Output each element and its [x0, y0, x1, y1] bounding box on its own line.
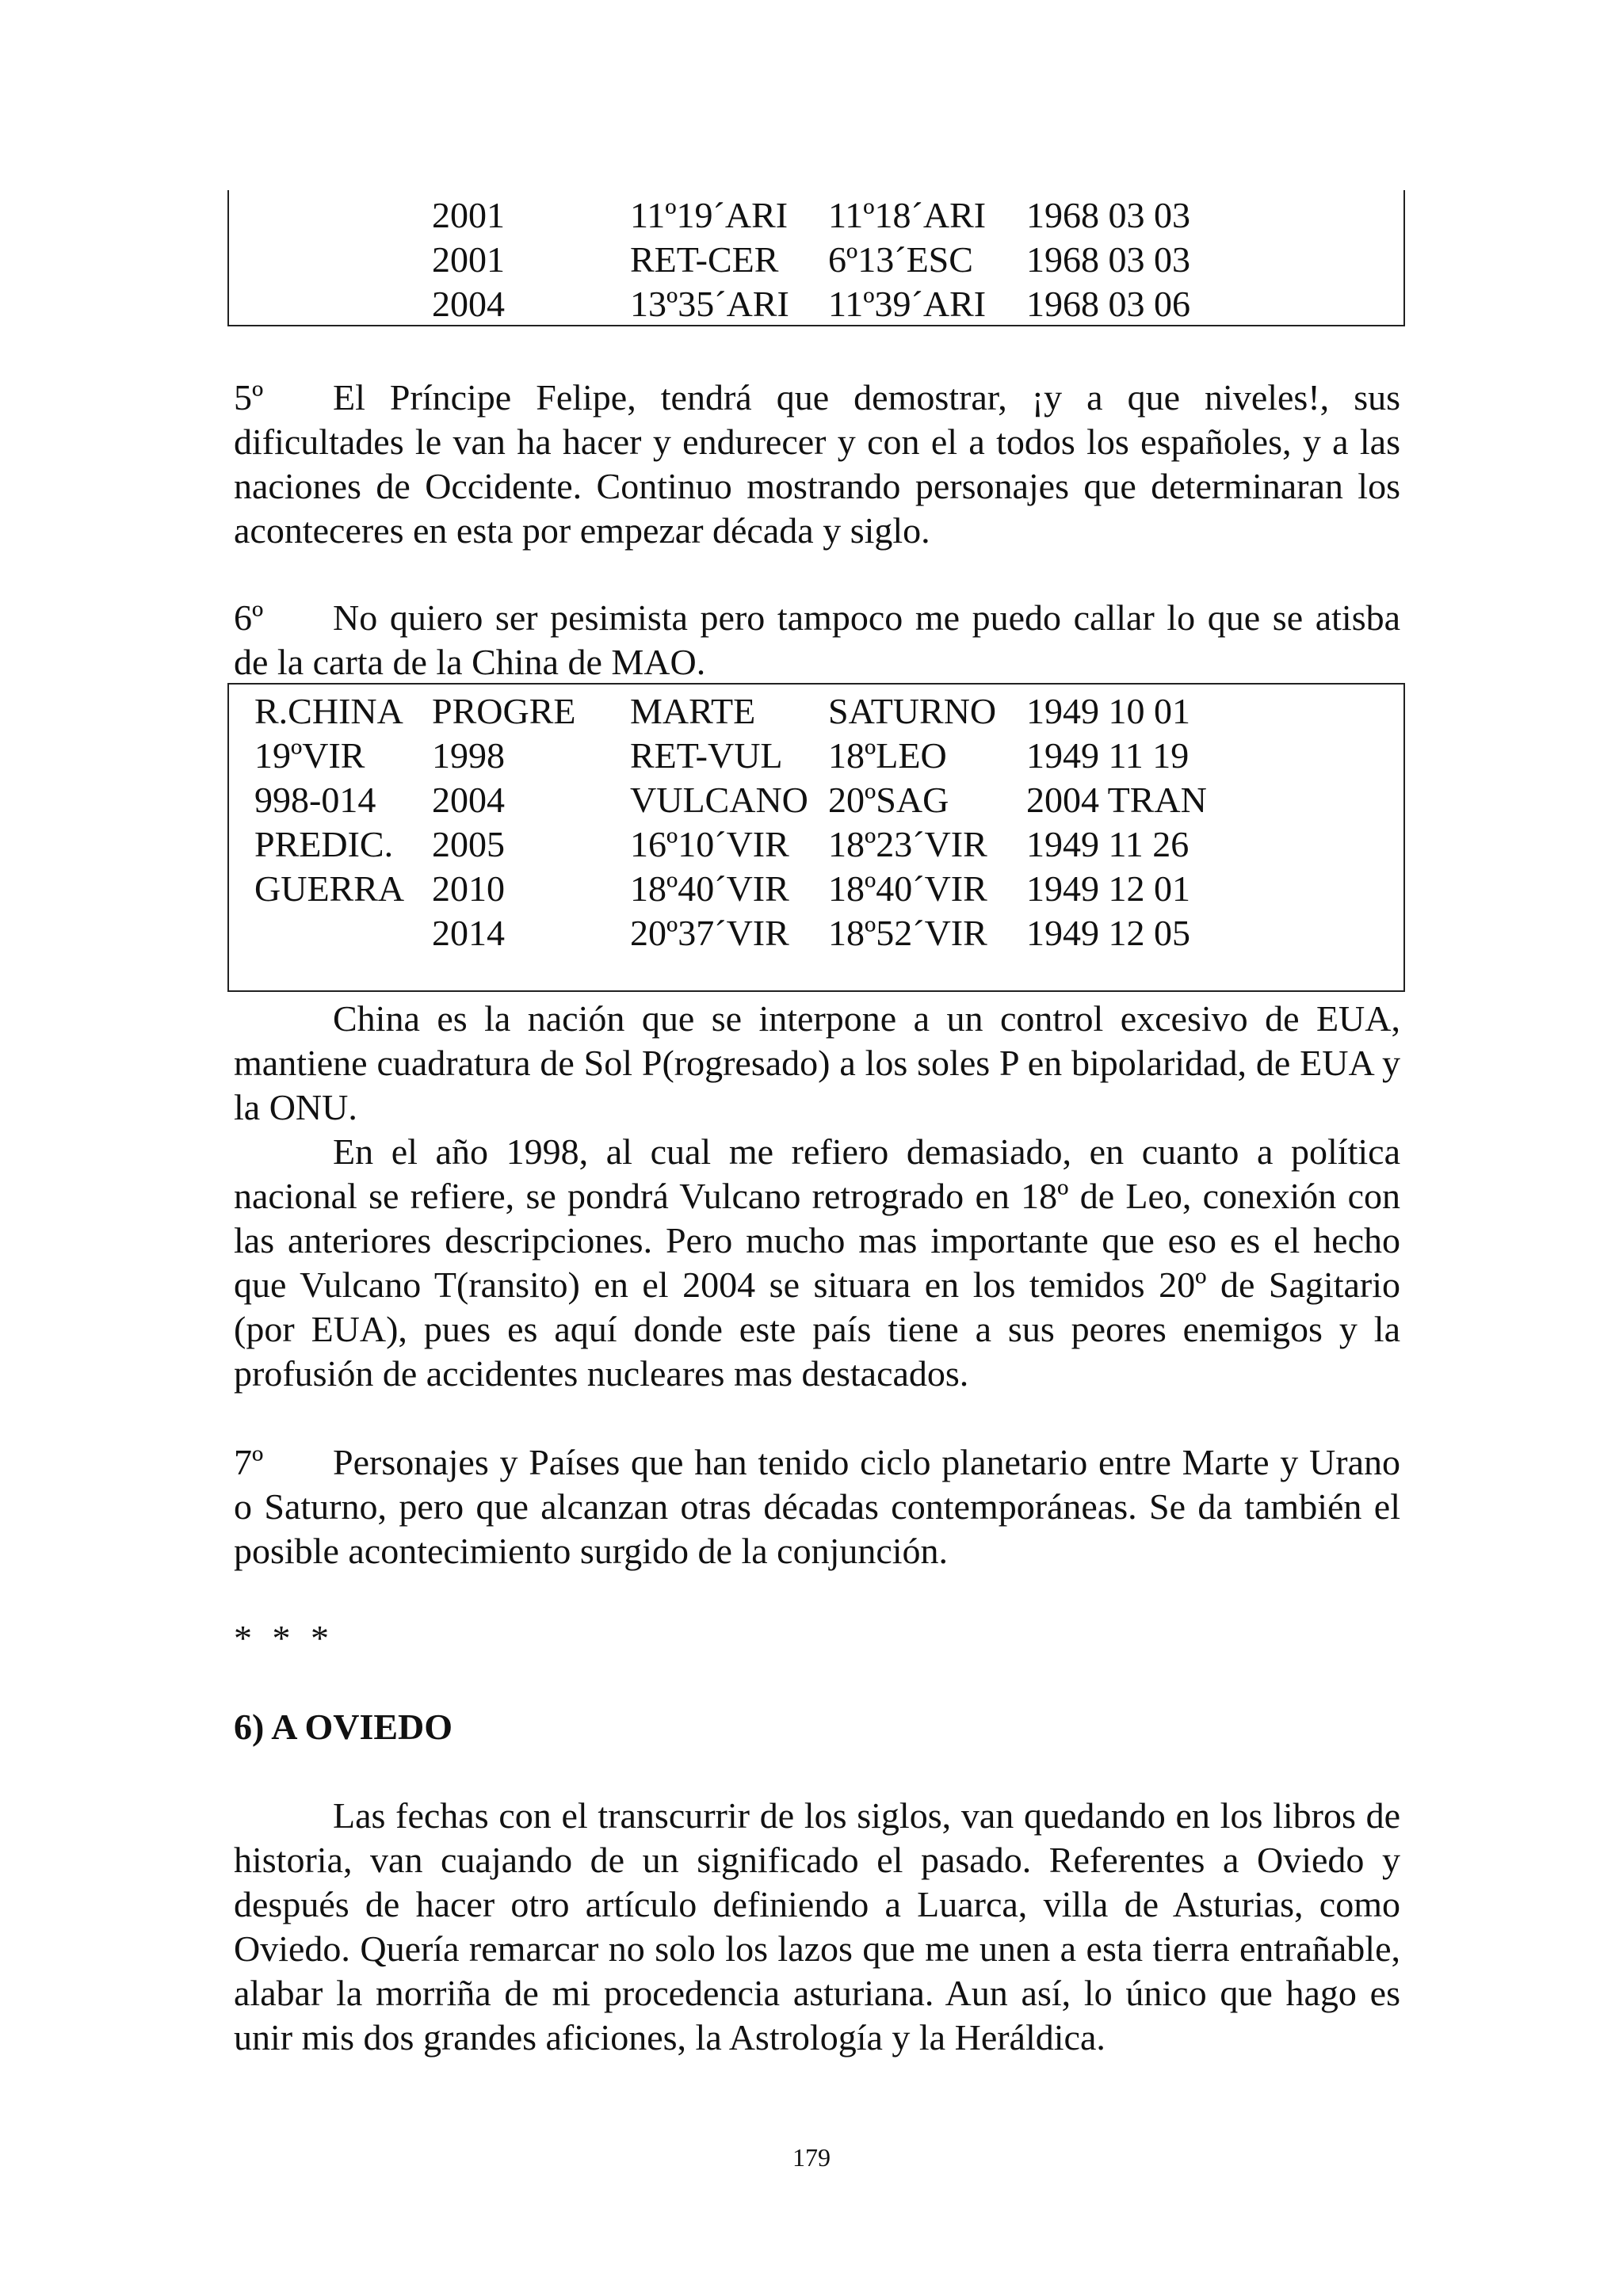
table-cell: 20ºSAG — [828, 780, 949, 820]
table-cell: 18º52´VIR — [828, 913, 987, 953]
paragraph-china-1: China es la nación que se interpone a un control excesivo de EUA, mantiene cuadratura de Sol P(rogresado) a los soles P en bipolaridad, de EUA y la ONU. — [234, 998, 1400, 1127]
table-cell: 18º40´VIR — [630, 868, 789, 909]
table-cell: RET-VUL — [630, 735, 783, 776]
table-cell: 1949 10 01 — [1026, 691, 1190, 731]
table-cell: 16º10´VIR — [630, 824, 789, 864]
table-cell: R.CHINA — [254, 691, 403, 731]
paragraph-section-6 — [234, 596, 1400, 685]
section-number: 7º — [234, 1442, 264, 1482]
paragraph-first-line: No quiero ser pesimista pero tampoco me puedo callar lo que — [333, 597, 1261, 638]
table-cell: 1998 — [432, 735, 505, 776]
table-cell: 998-014 — [254, 780, 376, 820]
section-separator: * * * — [234, 1618, 329, 1658]
table-cell: VULCANO — [630, 780, 808, 820]
section-heading: 6) A OVIEDO — [234, 1707, 453, 1747]
table-cell: 1949 12 05 — [1026, 913, 1190, 953]
table-cell: 1949 11 26 — [1026, 824, 1190, 864]
paragraph-china-2: En el año 1998, al cual me refiero demasiado, en cuanto a política nacional se refiere, se pondrá Vulcano retrogrado en 18º de Leo, conexión con las anteriores descripciones. Pero mucho mas importante que eso es el hecho que Vulcano T(ransito) en el 2004 se situara en los temidos 20º de Sagitario (por EUA), pues es aquí donde este país tiene a sus peores enemigos y la profusión de accidentes nucleares mas destacados. — [234, 1131, 1400, 1394]
page-number: 179 — [792, 2143, 831, 2172]
table-cell: 2004 — [432, 780, 505, 820]
paragraph-first-line: Personajes y Países que han tenido ciclo planetario entre Marte — [333, 1442, 1270, 1482]
paragraph-text: y Urano o Saturno, pero que alcanzan otras décadas contemporáneas. Se da también el posible acontecimiento surgido de la conjunción. — [234, 1442, 1400, 1571]
table-cell: 1949 11 19 — [1026, 735, 1190, 776]
table-cell: 11º18´ARI — [828, 195, 987, 235]
table-cell: 1968 03 03 — [1026, 239, 1190, 280]
table-cell: 13º35´ARI — [630, 284, 789, 324]
table-cell: 18ºLEO — [828, 735, 947, 776]
table-cell: RET-CER — [630, 239, 779, 280]
table-cell: 2004 — [432, 284, 505, 324]
table-cell: 19ºVIR — [254, 735, 365, 776]
table-cell: 1968 03 03 — [1026, 195, 1190, 235]
section-number: 5º — [234, 377, 264, 418]
table-cell: 1949 12 01 — [1026, 868, 1190, 909]
table-cell: 11º39´ARI — [828, 284, 987, 324]
table-cell: 2014 — [432, 913, 505, 953]
table-china — [227, 683, 1405, 992]
table-cell: 18º23´VIR — [828, 824, 987, 864]
table-cell: 1968 03 06 — [1026, 284, 1190, 324]
paragraph-oviedo: Las fechas con el transcurrir de los siglos, van quedando en los libros de historia, van cuajando de un significado el pasado. Referentes a Oviedo y después de hacer otro artículo definiendo a Luarca, villa de Asturias, como Oviedo. Quería remarcar no solo los lazos que me unen a esta tierra entrañable, alabar la morriña de mi procedencia asturiana. Aun así, lo único que hago es unir mis dos grandes aficiones, la Astrología y la Heráldica. — [234, 1795, 1400, 2058]
paragraph-section-5 — [234, 376, 1400, 553]
table-cell: PREDIC. — [254, 824, 394, 864]
section-number: 6º — [234, 597, 264, 638]
table-cell: 2005 — [432, 824, 505, 864]
paragraph-text: dificultades le van ha hacer y endurecer y con el a todos los españoles, y a las naciones de Occidente. Continuo mostrando personajes que determinaran los aconteceres en esta por empezar década y siglo. — [234, 421, 1400, 551]
table-cell: 11º19´ARI — [630, 195, 789, 235]
table-cell: 6º13´ESC — [828, 239, 973, 280]
paragraph-first-line: El Príncipe Felipe, tendrá que demostrar, ¡y a que niveles!, sus — [333, 377, 1400, 418]
table-top-continuation — [227, 190, 1405, 326]
table-cell: 2010 — [432, 868, 505, 909]
table-cell: 20º37´VIR — [630, 913, 789, 953]
table-cell: 2004 TRAN — [1026, 780, 1207, 820]
table-cell: 18º40´VIR — [828, 868, 987, 909]
paragraph-text: se atisba de la carta de la China de MAO. — [234, 597, 1401, 682]
table-cell: 2001 — [432, 239, 505, 280]
paragraph-section-7 — [234, 1440, 1400, 1573]
table-cell: GUERRA — [254, 868, 405, 909]
table-cell: PROGRE — [432, 691, 576, 731]
table-cell: SATURNO — [828, 691, 997, 731]
table-cell: 2001 — [432, 195, 505, 235]
table-cell: MARTE — [630, 691, 756, 731]
